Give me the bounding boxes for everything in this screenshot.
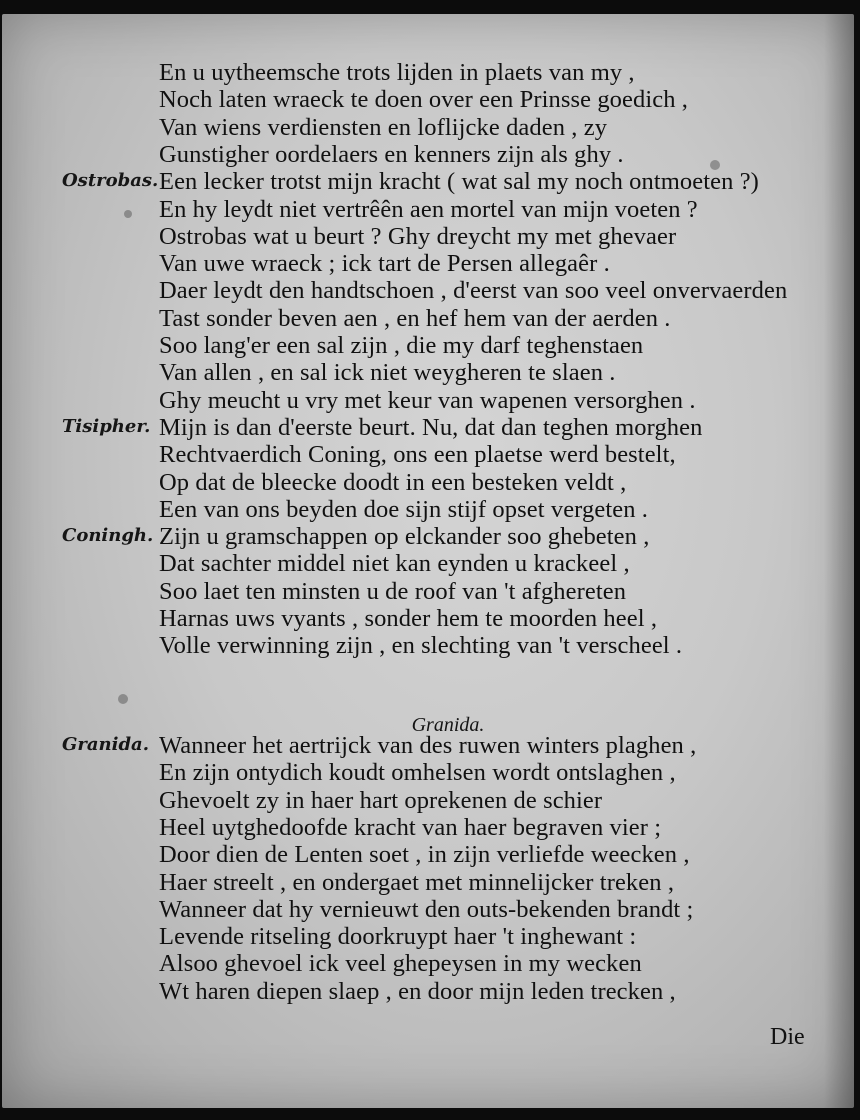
verse-text: En zijn ontydich koudt omhelsen wordt ontslaghen , <box>159 759 676 787</box>
speaker-name: Coningh. <box>62 525 154 547</box>
verse-text: Volle verwinning zijn , en slechting van 't verscheel . <box>159 632 683 660</box>
verse-text: Harnas uws vyants , sonder hem te moorden heel , <box>159 605 658 632</box>
verse-text: Op dat de bleecke doodt in een besteken veldt , <box>159 468 627 496</box>
verse-line <box>2 923 854 951</box>
verse-text: Wanneer het aertrijck van des ruwen winters plaghen , <box>159 732 697 759</box>
book-page <box>2 14 854 1108</box>
verse-text: Heel uytghedoofde kracht van haer begraven vier ; <box>159 813 662 841</box>
speaker-name: Tisipher. <box>62 415 151 437</box>
verse-text: Gunstigher oordelaers en kenners zijn als ghy . <box>159 140 624 168</box>
verse-line <box>2 950 854 978</box>
verse-line <box>2 814 854 842</box>
verse-line <box>2 732 854 760</box>
verse-line <box>2 978 854 1006</box>
verse-text: Van uwe wraeck ; ick tart de Persen allegaêr . <box>159 250 610 278</box>
verse-line <box>2 896 854 924</box>
verse-text: Soo laet ten minsten u de roof van 't afghereten <box>159 577 627 605</box>
verse-text: Een lecker trotst mijn kracht ( wat sal my noch ontmoeten ?) <box>159 168 759 196</box>
verse-text: Daer leydt den handtschoen , d'eerst van soo veel onvervaerden <box>159 277 788 305</box>
speaker-name: Ostrobas. <box>62 170 159 192</box>
verse-text: Een van ons beyden doe sijn stijf opset vergeten . <box>159 495 648 523</box>
verse-text: Ghy meucht u vry met keur van wapenen versorghen . <box>159 386 696 414</box>
verse-text: Tast sonder beven aen , en hef hem van der aerden . <box>159 304 671 332</box>
verse-text: Noch laten wraeck te doen over een Prinsse goedich , <box>159 86 689 114</box>
verse-text: Ostrobas wat u beurt ? Ghy dreycht my met ghevaer <box>159 222 677 250</box>
section-heading: Granida. <box>411 714 485 736</box>
verse-text: Levende ritseling doorkruypt haer 't inghewant : <box>159 923 637 951</box>
verse-text: Wanneer dat hy vernieuwt den outs-bekenden brandt ; <box>159 895 694 923</box>
verse-text: En hy leydt niet vertrêên aen mortel van mijn voeten ? <box>159 195 698 223</box>
verse-text: Van allen , en sal ick niet weygheren te slaen . <box>159 359 616 387</box>
verse-text: Van wiens verdiensten en loflijcke daden , zy <box>159 113 608 141</box>
verse-text: En u uytheemsche trots lijden in plaets van my , <box>159 59 635 86</box>
verse-text: Haer streelt , en ondergaet met minnelijcker treken , <box>159 868 675 896</box>
verse-text: Zijn u gramschappen op elckander soo ghebeten , <box>159 523 650 551</box>
verse-section-2 <box>2 14 854 1108</box>
verse-text: Rechtvaerdich Coning, ons een plaetse werd bestelt, <box>159 441 676 469</box>
speaker-name: Granida. <box>62 734 149 755</box>
verse-text: Wt haren diepen slaep , en door mijn leden trecken , <box>159 977 676 1005</box>
verse-line <box>2 869 854 897</box>
verse-line <box>2 759 854 787</box>
verse-text: Dat sachter middel niet kan eynden u krackeel , <box>159 550 630 578</box>
verse-text: Mijn is dan d'eerste beurt. Nu, dat dan teghen morghen <box>159 413 703 441</box>
verse-text: Ghevoelt zy in haer hart oprekenen de schier <box>159 786 603 814</box>
verse-text: Soo lang'er een sal zijn , die my darf teghenstaen <box>159 332 644 359</box>
verse-line <box>2 841 854 869</box>
catchword: Die <box>770 1024 805 1050</box>
verse-line <box>2 787 854 815</box>
verse-text: Alsoo ghevoel ick veel ghepeysen in my wecken <box>159 950 642 978</box>
verse-text: Door dien de Lenten soet , in zijn verliefde weecken , <box>159 841 690 869</box>
